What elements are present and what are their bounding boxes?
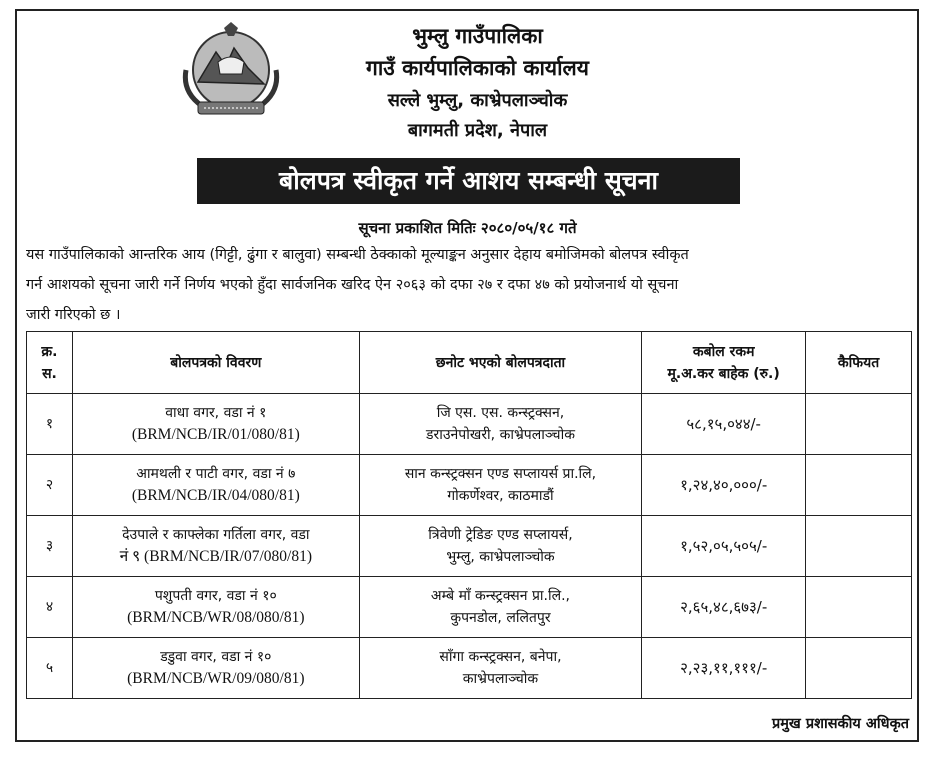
notice-title: बोलपत्र स्वीकृत गर्ने आशय सम्बन्धी सूचना (197, 158, 740, 204)
cell-sn: १ (27, 394, 73, 455)
intro-line: जारी गरिएको छ । (26, 307, 121, 323)
cell-description: देउपाले र काफ्लेका गर्तिला वगर, वडा नं ९ (BRM/NCB/IR/07/080/81) (72, 516, 359, 577)
table-row (27, 516, 912, 577)
cell-bidder: त्रिवेणी ट्रेडिङ एण्ड सप्लायर्स, भुम्लु, काभ्रेपलाञ्चोक (359, 516, 642, 577)
office-name: गाउँ कार्यपालिकाको कार्यालय (366, 56, 589, 80)
cell-remarks (806, 455, 912, 516)
table-row (27, 455, 912, 516)
header-bidder: छनोट भएको बोलपत्रदाता (359, 332, 642, 394)
cell-amount: १,२४,४०,०००/- (642, 455, 806, 516)
intro-line: यस गाउँपालिकाको आन्तरिक आय (गिट्टी, ढुंगा र बालुवा) सम्बन्धी ठेक्काको मूल्याङ्कन अनुसार देहाय बमोजिमको बोलपत्र स्वीकृत (26, 247, 689, 263)
cell-remarks (806, 577, 912, 638)
cell-remarks (806, 394, 912, 455)
published-date: सूचना प्रकाशित मितिः २०८०/०५/१८ गते (358, 219, 577, 237)
table-row (27, 638, 912, 699)
header-description: बोलपत्रको विवरण (72, 332, 359, 394)
province-country: बागमती प्रदेश, नेपाल (407, 120, 548, 141)
cell-bidder: जि एस. एस. कन्स्ट्रक्सन, डराउनेपोखरी, काभ्रेपलाञ्चोक (359, 394, 642, 455)
intro-line: गर्न आशयको सूचना जारी गर्ने निर्णय भएको हुँदा सार्वजनिक खरिद ऐन २०६३ को दफा २७ र दफा ४७ को प्रयोजनार्थ यो सूचना (26, 277, 679, 293)
cell-remarks (806, 516, 912, 577)
header-remarks: कैफियत (806, 332, 912, 394)
cell-sn: ४ (27, 577, 73, 638)
cell-amount: १,५२,०५,५०५/- (642, 516, 806, 577)
cell-description: आमथली र पाटी वगर, वडा नं ७ (BRM/NCB/IR/04/080/81) (72, 455, 359, 516)
cell-description: पशुपती वगर, वडा नं १० (BRM/NCB/WR/08/080/81) (72, 577, 359, 638)
table-row (27, 394, 912, 455)
cell-bidder: साँगा कन्स्ट्रक्सन, बनेपा, काभ्रेपलाञ्चोक (359, 638, 642, 699)
table-row (27, 577, 912, 638)
header-sn: क्र. स. (27, 332, 73, 394)
cell-sn: २ (27, 455, 73, 516)
cell-sn: ५ (27, 638, 73, 699)
header-amount: कबोल रकम मू.अ.कर बाहेक (रु.) (642, 332, 806, 394)
signatory: प्रमुख प्रशासकीय अधिकृत (772, 716, 909, 732)
cell-remarks (806, 638, 912, 699)
intro-paragraph (26, 240, 911, 330)
cell-description: वाधा वगर, वडा नं १ (BRM/NCB/IR/01/080/81) (72, 394, 359, 455)
cell-sn: ३ (27, 516, 73, 577)
cell-description: डडुवा वगर, वडा नं १० (BRM/NCB/WR/09/080/81) (72, 638, 359, 699)
bid-table (26, 331, 912, 699)
municipality-name: भुम्लु गाउँपालिका (412, 24, 543, 48)
cell-amount: २,६५,४८,६७३/- (642, 577, 806, 638)
cell-amount: २,२३,११,१११/- (642, 638, 806, 699)
cell-bidder: सान कन्स्ट्रक्सन एण्ड सप्लायर्स प्रा.लि, गोकर्णेश्वर, काठमाडौं (359, 455, 642, 516)
cell-amount: ५८,१५,०४४/- (642, 394, 806, 455)
table-header-row (27, 332, 912, 394)
cell-bidder: अम्बे माँ कन्स्ट्रक्सन प्रा.लि., कुपनडोल, ललितपुर (359, 577, 642, 638)
office-address: सल्ले भुम्लु, काभ्रेपलाञ्चोक (387, 90, 568, 111)
